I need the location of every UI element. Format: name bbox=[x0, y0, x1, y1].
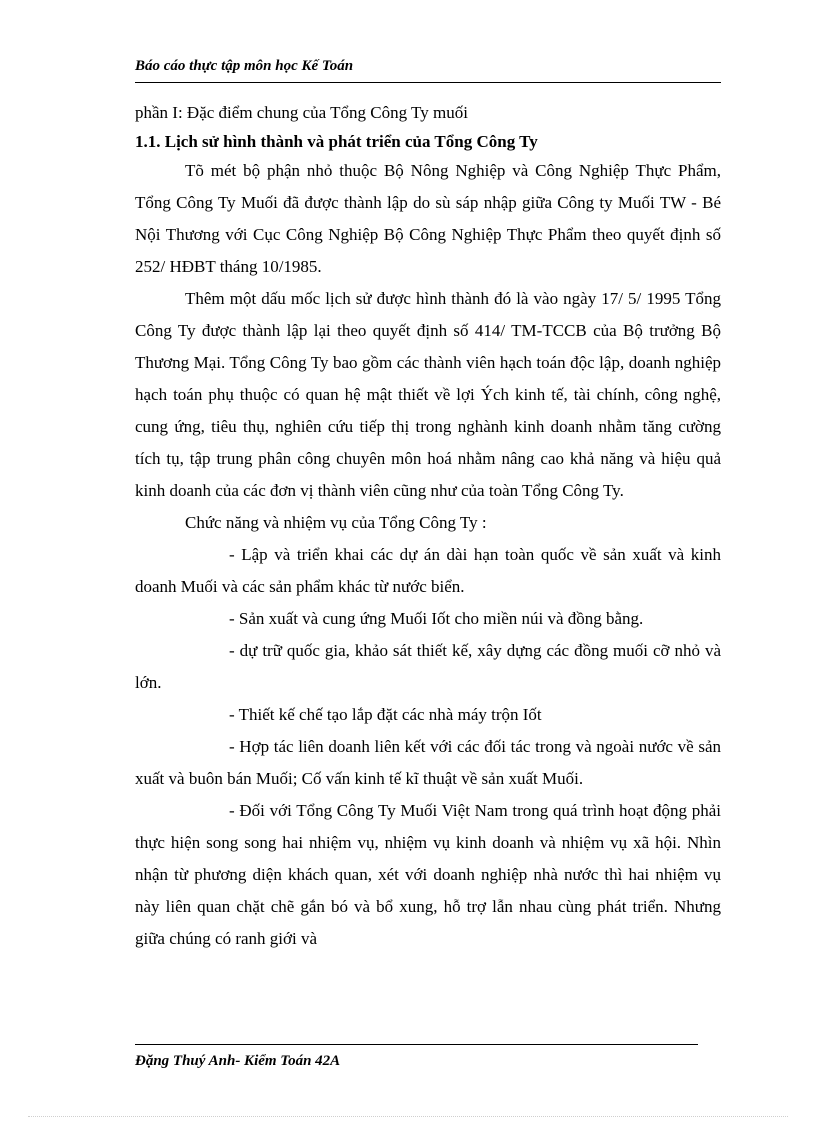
header-divider bbox=[135, 82, 721, 83]
list-item: - Sản xuất và cung ứng Muối Iốt cho miền núi và đồng bằng. bbox=[229, 609, 644, 628]
page-footer: Đặng Thuý Anh- Kiểm Toán 42A bbox=[135, 1053, 341, 1069]
paragraph: Tõ mét bộ phận nhỏ thuộc Bộ Nông Nghiệp và Công Nghiệp Thực Phẩm, Tổng Công Ty Muối đã được thành lập do sù sáp nhập giữa Công ty Muối TW - Bé Nội Thương với Cục Công Nghiệp Bộ Công Nghiệp Thực Phẩm theo quyết định số 252/ HĐBT tháng 10/1985. bbox=[135, 161, 721, 276]
page-bottom-dotted-line bbox=[28, 1116, 788, 1117]
list-item: - dự trữ quốc gia, khảo sát thiết kế, xây dựng các đồng muối cỡ nhỏ và lớn. bbox=[135, 641, 721, 692]
paragraph: Thêm một dấu mốc lịch sử được hình thành đó là vào ngày 17/ 5/ 1995 Tổng Công Ty được thành lập lại theo quyết định số 414/ TM-TCCB của Bộ trưởng Bộ Thương Mại. Tổng Công Ty bao gồm các thành viên hạch toán độc lập, doanh nghiệp hạch toán phụ thuộc có quan hệ mật thiết về lợi Ých kinh tế, tài chính, công nghệ, cung ứng, tiêu thụ, nghiên cứu tiếp thị trong nghành kinh doanh nhằm tăng cường tích tụ, tập trung phân công chuyên môn hoá nhằm nâng cao khả năng và hiệu quả kinh doanh của các đơn vị thành viên cũng như của toàn Tổng Công Ty. bbox=[135, 289, 721, 500]
list-item: - Lập và triển khai các dự án dài hạn toàn quốc về sản xuất và kinh doanh Muối và các sản phẩm khác từ nước biển. bbox=[135, 545, 721, 596]
list-item: - Thiết kế chế tạo lắp đặt các nhà máy trộn Iốt bbox=[229, 705, 542, 724]
part-title: phần I: Đặc điểm chung của Tổng Công Ty muối bbox=[135, 103, 468, 122]
list-item: - Đối với Tổng Công Ty Muối Việt Nam trong quá trình hoạt động phải thực hiện song song hai nhiệm vụ, nhiệm vụ kinh doanh và nhiệm vụ xã hội. Nhìn nhận từ phương diện khách quan, xét với doanh nghiệp nhà nước thì hai nhiệm vụ này liên quan chặt chẽ gắn bó và bổ xung, hỗ trợ lẫn nhau cùng phát triển. Nhưng giữa chúng có ranh giới và bbox=[135, 801, 721, 948]
footer-divider bbox=[135, 1044, 698, 1045]
section-heading: 1.1. Lịch sử hình thành và phát triển của Tổng Công Ty bbox=[135, 132, 538, 151]
document-body bbox=[135, 97, 721, 955]
paragraph: Chức năng và nhiệm vụ của Tổng Công Ty : bbox=[185, 513, 487, 532]
list-item: - Hợp tác liên doanh liên kết với các đối tác trong và ngoài nước về sản xuất và buôn bán Muối; Cố vấn kinh tế kĩ thuật về sản xuất Muối. bbox=[135, 737, 721, 788]
page-header: Báo cáo thực tập môn học Kế Toán bbox=[135, 58, 354, 74]
